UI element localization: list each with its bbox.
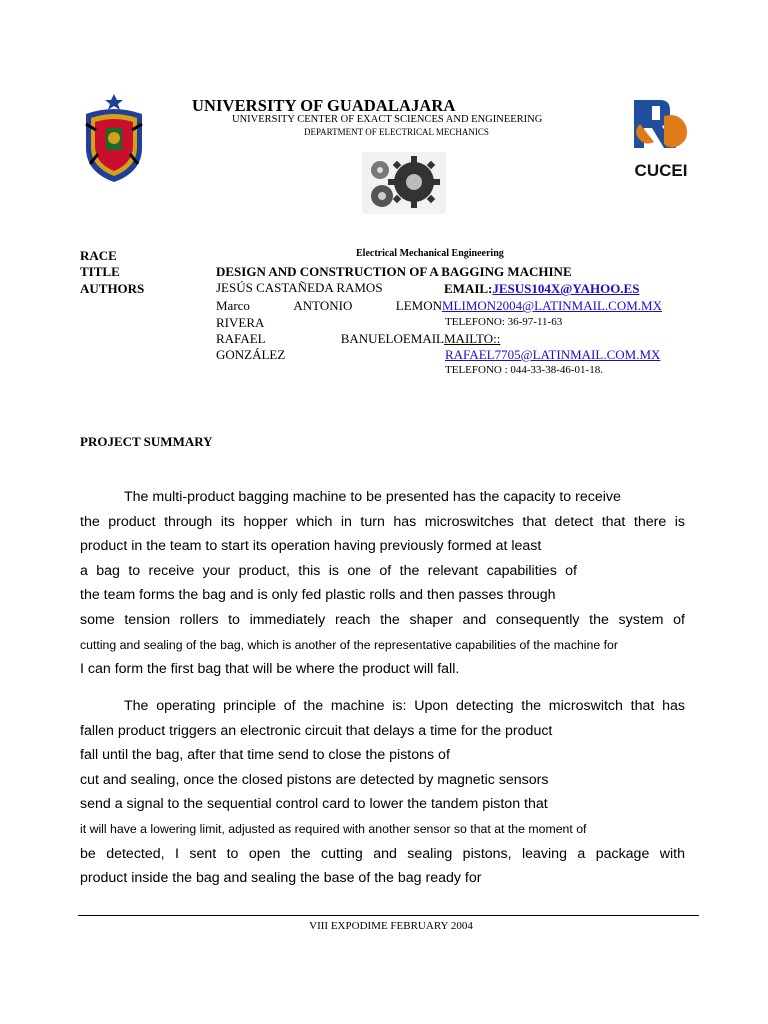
text-line: be detected, I sent to open the cutting and sealing pistons, leaving a package with: [80, 845, 685, 862]
cucei-logo-icon: [630, 96, 692, 180]
author-3-name-part: RAFAEL: [216, 331, 266, 346]
author-1-email-link[interactable]: JESUS104X@YAHOO.ES: [492, 281, 640, 296]
author-2-name: [216, 298, 442, 314]
author-2-name-part: ANTONIO: [293, 298, 353, 313]
author-3-name-part: BANUELOEMAIL: [340, 331, 444, 346]
author-2-name-part: Marco: [216, 298, 250, 313]
text-line: The multi-product bagging machine to be presented has the capacity to receive: [124, 489, 621, 505]
summary-paragraph-2: [80, 694, 685, 891]
gear-machine-icon: [362, 152, 446, 214]
university-title: UNIVERSITY OF GUADALAJARA: [192, 96, 456, 115]
project-title: DESIGN AND CONSTRUCTION OF A BAGGING MACHINE: [216, 264, 572, 279]
text-line: product inside the bag and sealing the base of the bag ready for: [80, 870, 482, 887]
text-line: a bag to receive your product, this is one of the relevant capabilities of: [80, 562, 577, 579]
text-line: cutting and sealing of the bag, which is another of the representative capabilities of the machine for: [80, 637, 618, 652]
author-1-email-line: [444, 281, 639, 297]
race-label: RACE: [80, 248, 117, 263]
author-2-surname: RIVERA: [216, 315, 265, 330]
race-value: Electrical Mechanical Engineering: [356, 248, 504, 259]
summary-paragraph-1: [80, 485, 685, 682]
author-3-name: [216, 331, 444, 347]
department-name: DEPARTMENT OF ELECTRICAL MECHANICS: [304, 127, 489, 137]
email-prefix: EMAIL:: [444, 281, 493, 296]
university-seal-icon: [78, 92, 150, 184]
author-3-email-link[interactable]: RAFAEL7705@LATINMAIL.COM.MX: [445, 347, 661, 362]
author-3-phone: TELEFONO : 044-33-38-46-01-18.: [445, 364, 603, 376]
text-line: fallen product triggers an electronic circuit that delays a time for the product: [80, 722, 553, 739]
summary-heading: PROJECT SUMMARY: [80, 434, 213, 449]
author-2-name-part: LEMON: [395, 298, 442, 313]
text-line: product in the team to start its operation having previously formed at least: [80, 538, 542, 555]
text-line: some tension rollers to immediately reach the shaper and consequently the system of: [80, 611, 685, 628]
author-2-phone: TELEFONO: 36-97-11-63: [445, 316, 563, 328]
authors-label: AUTHORS: [80, 281, 145, 296]
author-2-email-link[interactable]: MLIMON2004@LATINMAIL.COM.MX: [442, 298, 662, 313]
title-label: TITLE: [80, 264, 120, 279]
text-line: send a signal to the sequential control card to lower the tandem piston that: [80, 796, 548, 813]
text-line: The operating principle of the machine is: Upon detecting the microswitch that has: [124, 698, 685, 714]
author-3-mailto-link[interactable]: MAILTO::: [444, 331, 501, 346]
text-line: the team forms the bag and is only fed plastic rolls and then passes through: [80, 587, 556, 604]
text-line: fall until the bag, after that time send to close the pistons of: [80, 747, 450, 764]
author-3-surname: GONZÁLEZ: [216, 347, 286, 362]
cucei-logo-text: CUCEI: [634, 161, 688, 180]
text-line: the product through its hopper which in turn has microswitches that detect that there is: [80, 513, 685, 530]
footer-text: VIII EXPODIME FEBRUARY 2004: [309, 920, 473, 932]
text-line: it will have a lowering limit, adjusted as required with another sensor so that at the moment of: [80, 821, 587, 836]
author-1-name: JESÚS CASTAÑEDA RAMOS: [216, 280, 383, 295]
footer-divider: [78, 915, 699, 916]
text-line: I can form the first bag that will be where the product will fall.: [80, 661, 460, 678]
text-line: cut and sealing, once the closed pistons are detected by magnetic sensors: [80, 771, 549, 788]
university-center: UNIVERSITY CENTER OF EXACT SCIENCES AND ENGINEERING: [232, 114, 543, 125]
